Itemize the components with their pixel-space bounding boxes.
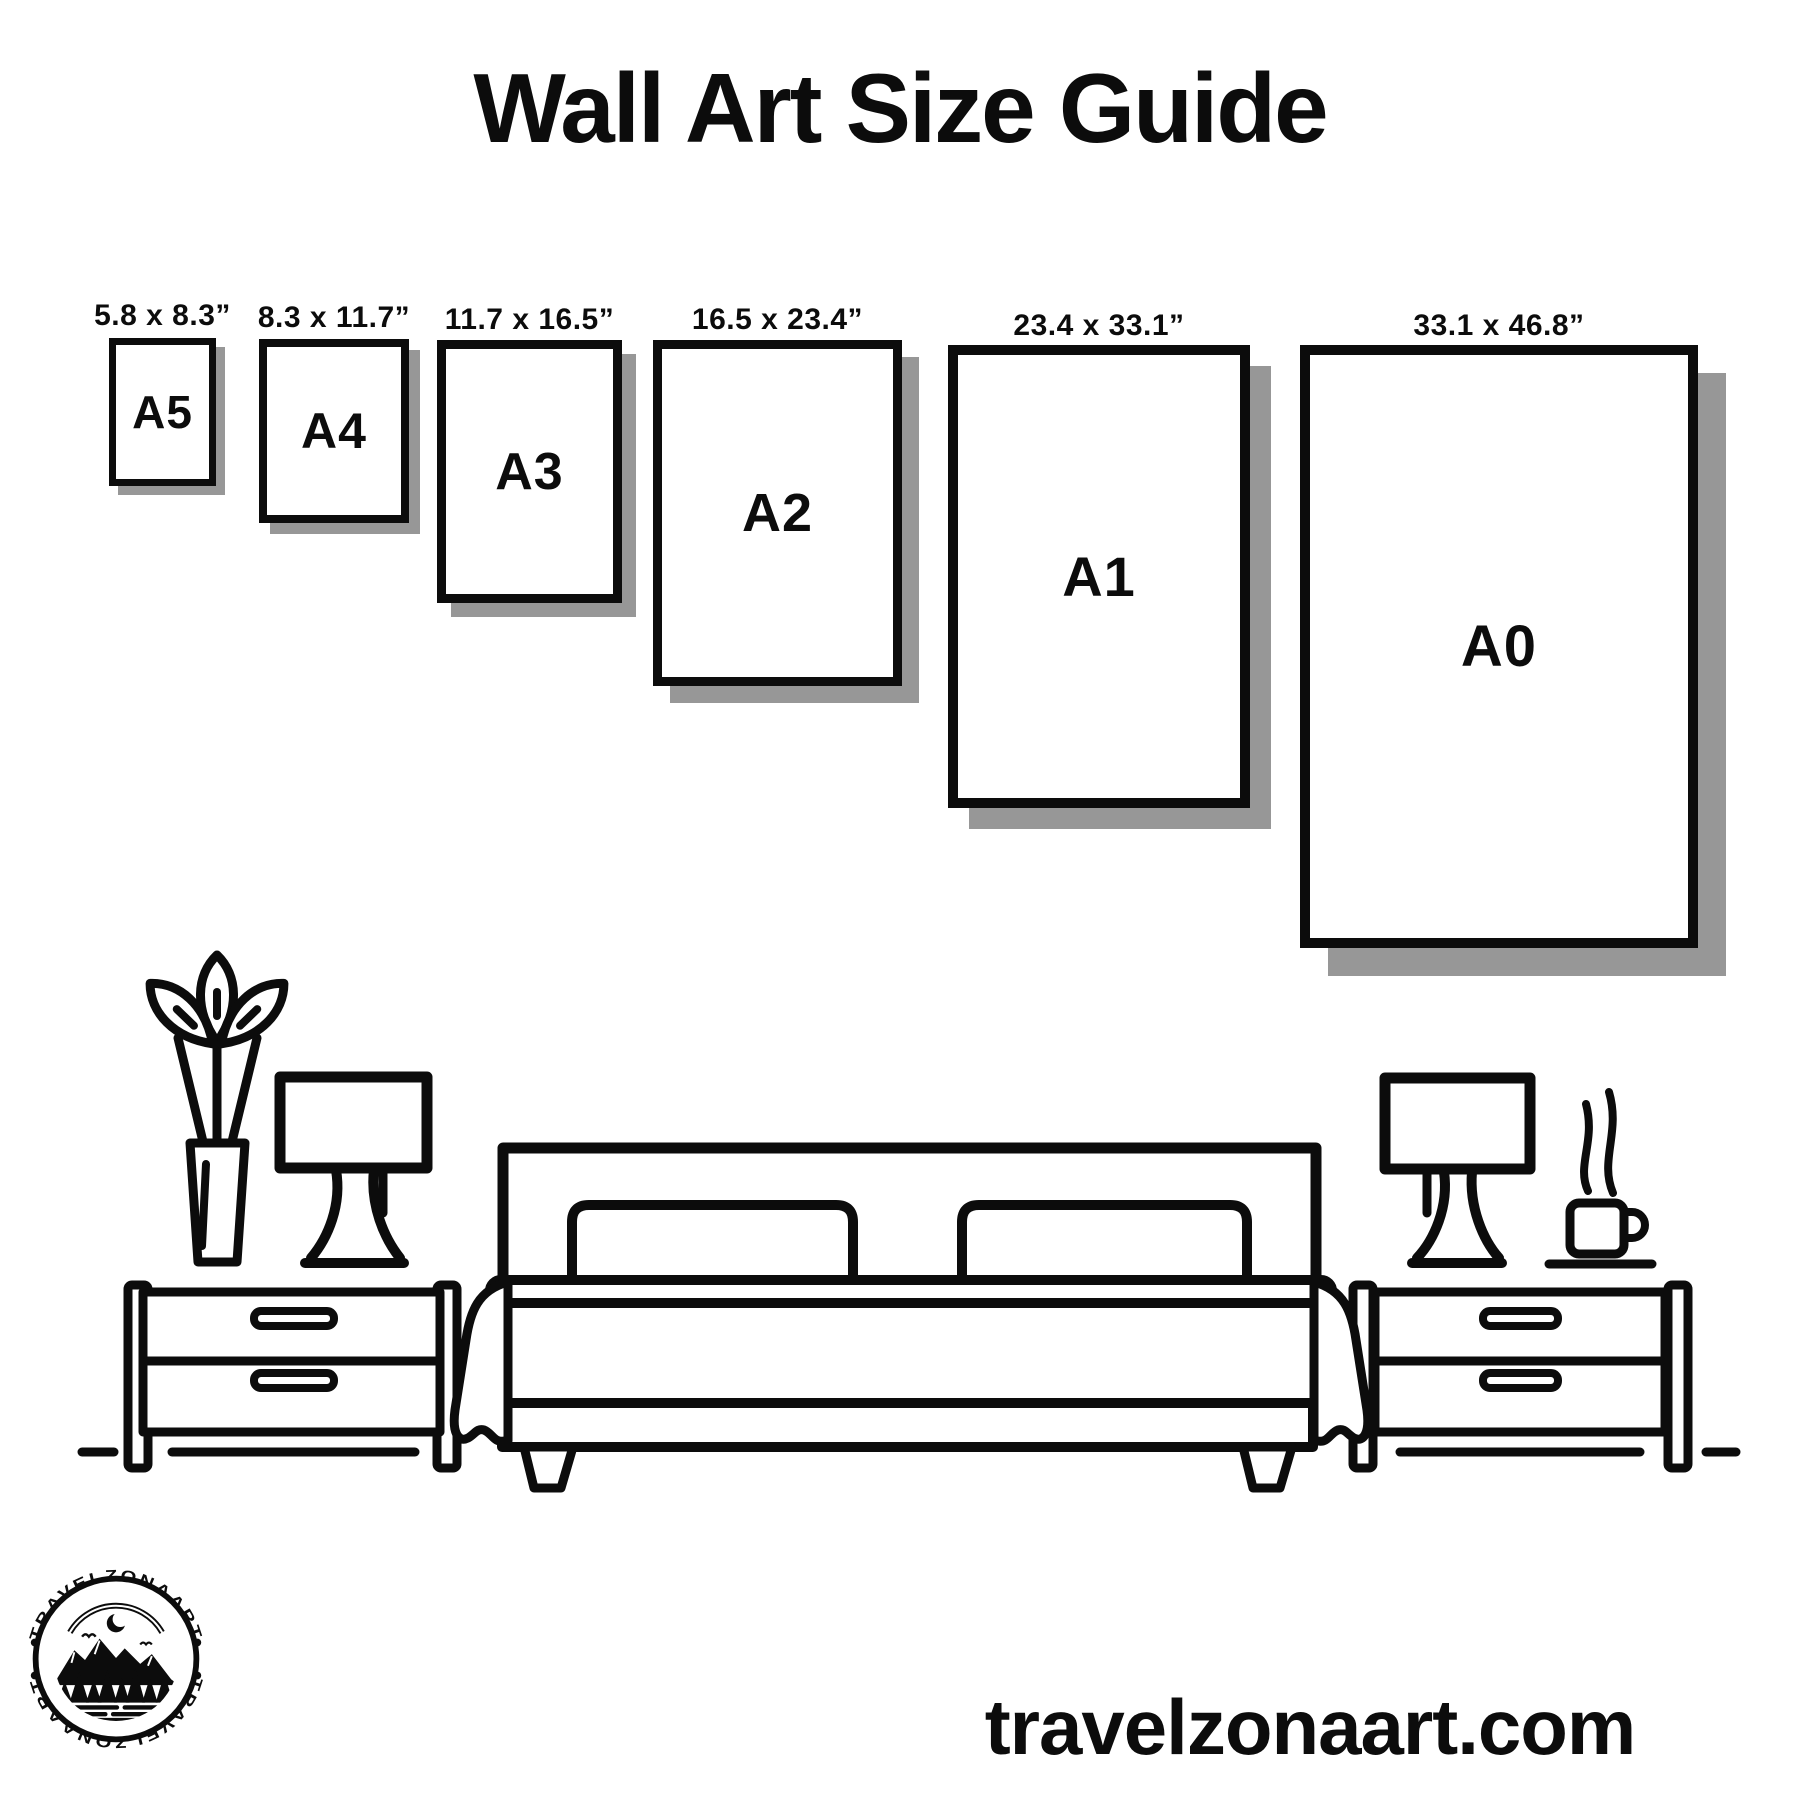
frame-size-label: 5.8 x 8.3” xyxy=(94,299,231,332)
website-text: travelzonaart.com xyxy=(984,1683,1636,1771)
nightstand-left-icon xyxy=(128,1285,457,1468)
frame-a2 xyxy=(653,303,902,686)
frame-size-label: 8.3 x 11.7” xyxy=(257,301,411,334)
frame-size-label: 33.1 x 46.8” xyxy=(1413,309,1585,342)
frame-letter: A5 xyxy=(132,386,193,438)
frame-a5 xyxy=(94,299,231,486)
frame-a3 xyxy=(437,303,622,603)
table-lamp-right-icon xyxy=(1385,1078,1530,1263)
frame-letter: A2 xyxy=(741,483,814,543)
frame-letter: A1 xyxy=(1062,545,1136,608)
bedroom-illustration xyxy=(0,930,1800,1505)
table-lamp-left-icon xyxy=(280,1077,427,1263)
coffee-cup-icon xyxy=(1549,1092,1652,1264)
logo-text-top: TRAVELZONAART xyxy=(26,1567,205,1643)
frame-size-label: 16.5 x 23.4” xyxy=(691,303,864,336)
nightstand-right-icon xyxy=(1353,1285,1688,1468)
page-title: Wall Art Size Guide xyxy=(473,53,1327,163)
frame-letter: A3 xyxy=(495,442,564,501)
frame-a1 xyxy=(948,309,1250,808)
frame-size-label: 23.4 x 33.1” xyxy=(1013,309,1185,342)
bed-icon xyxy=(454,1148,1368,1488)
frame-size-label: 11.7 x 16.5” xyxy=(444,303,615,336)
frame-letter: A0 xyxy=(1460,614,1538,679)
brand-logo xyxy=(24,1567,208,1751)
frame-a4 xyxy=(257,301,411,523)
frame-letter: A4 xyxy=(301,403,367,459)
flower-vase-icon xyxy=(139,955,296,1262)
logo-text-bottom: TRAVELZONAART xyxy=(27,1675,206,1751)
frame-a0 xyxy=(1300,309,1698,948)
